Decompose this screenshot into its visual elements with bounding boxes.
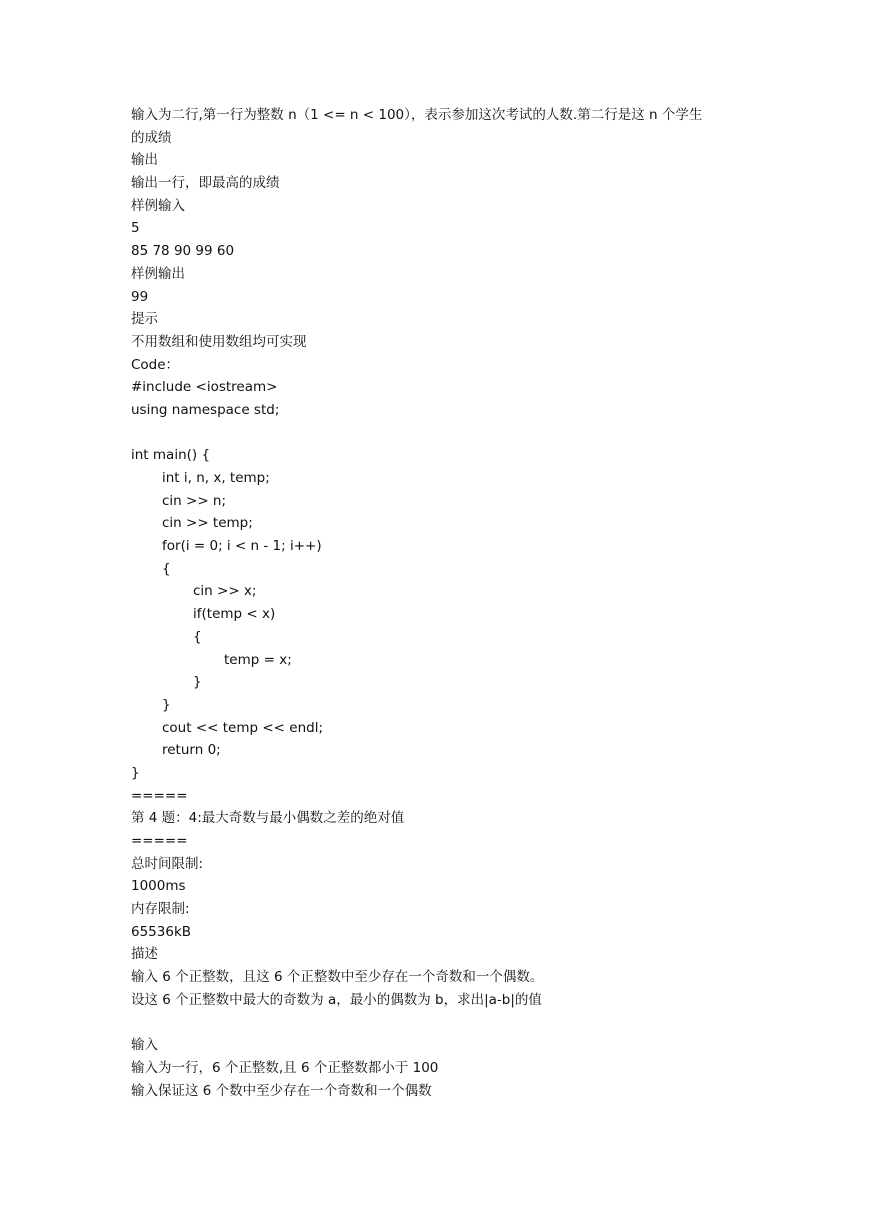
text-line: 1000ms: [131, 878, 186, 895]
text-line: cout << temp << endl;: [162, 719, 323, 736]
text-line: {: [193, 628, 202, 645]
text-line: =====: [131, 833, 188, 849]
text-line: return 0;: [162, 742, 221, 759]
text-line: 样例输入: [131, 197, 185, 214]
text-line: 提示: [131, 311, 158, 328]
text-line: cin >> temp;: [162, 515, 253, 532]
text-line: 输入保证这 6 个数中至少存在一个奇数和一个偶数: [131, 1082, 432, 1099]
text-line: 描述: [131, 946, 158, 963]
text-line: 输入: [131, 1037, 158, 1054]
text-line: 85 78 90 99 60: [131, 243, 235, 260]
text-line: 样例输出: [131, 265, 185, 282]
text-line: 5: [131, 220, 140, 237]
text-line: 输出: [131, 152, 158, 169]
blank-line: [131, 422, 771, 445]
text-line: int i, n, x, temp;: [162, 470, 270, 486]
text-line: }: [162, 696, 171, 713]
text-line: 不用数组和使用数组均可实现: [131, 333, 307, 350]
text-line: #include <iostream>: [131, 379, 278, 396]
text-line: 设这 6 个正整数中最大的奇数为 a，最小的偶数为 b，求出|a-b|的值: [131, 991, 542, 1008]
text-line: 99: [131, 288, 149, 305]
text-line: 65536kB: [131, 923, 192, 940]
text-line: 输出一行，即最高的成绩: [131, 175, 280, 192]
text-line: }: [131, 764, 140, 781]
text-line: 总时间限制:: [131, 855, 204, 872]
text-line: 内存限制:: [131, 901, 190, 918]
text-line: for(i = 0; i < n - 1; i++): [162, 538, 322, 555]
text-line: using namespace std;: [131, 401, 280, 418]
text-line: {: [162, 560, 171, 577]
text-line: 第 4 题：4:最大奇数与最小偶数之差的绝对值: [131, 810, 405, 827]
text-line: 输入为二行,第一行为整数 n（1 <= n < 100），表示参加这次考试的人数.第二行是这 n 个学生: [131, 107, 703, 123]
text-line: 输入为一行，6 个正整数,且 6 个正整数都小于 100: [131, 1059, 439, 1076]
document-page: [131, 104, 771, 1102]
text-line: 的成绩: [131, 129, 172, 146]
text-line: }: [193, 674, 202, 691]
text-line: Code：: [131, 356, 180, 373]
text-line: 输入 6 个正整数，且这 6 个正整数中至少存在一个奇数和一个偶数。: [131, 969, 544, 986]
text-line: int main() {: [131, 447, 211, 464]
text-line: =====: [131, 787, 188, 804]
text-line: cin >> x;: [193, 583, 257, 600]
text-line: if(temp < x): [193, 606, 276, 623]
document-body: [131, 104, 771, 1102]
text-line: cin >> n;: [162, 492, 227, 509]
text-line: temp = x;: [224, 651, 292, 668]
blank-line: [131, 1012, 771, 1035]
